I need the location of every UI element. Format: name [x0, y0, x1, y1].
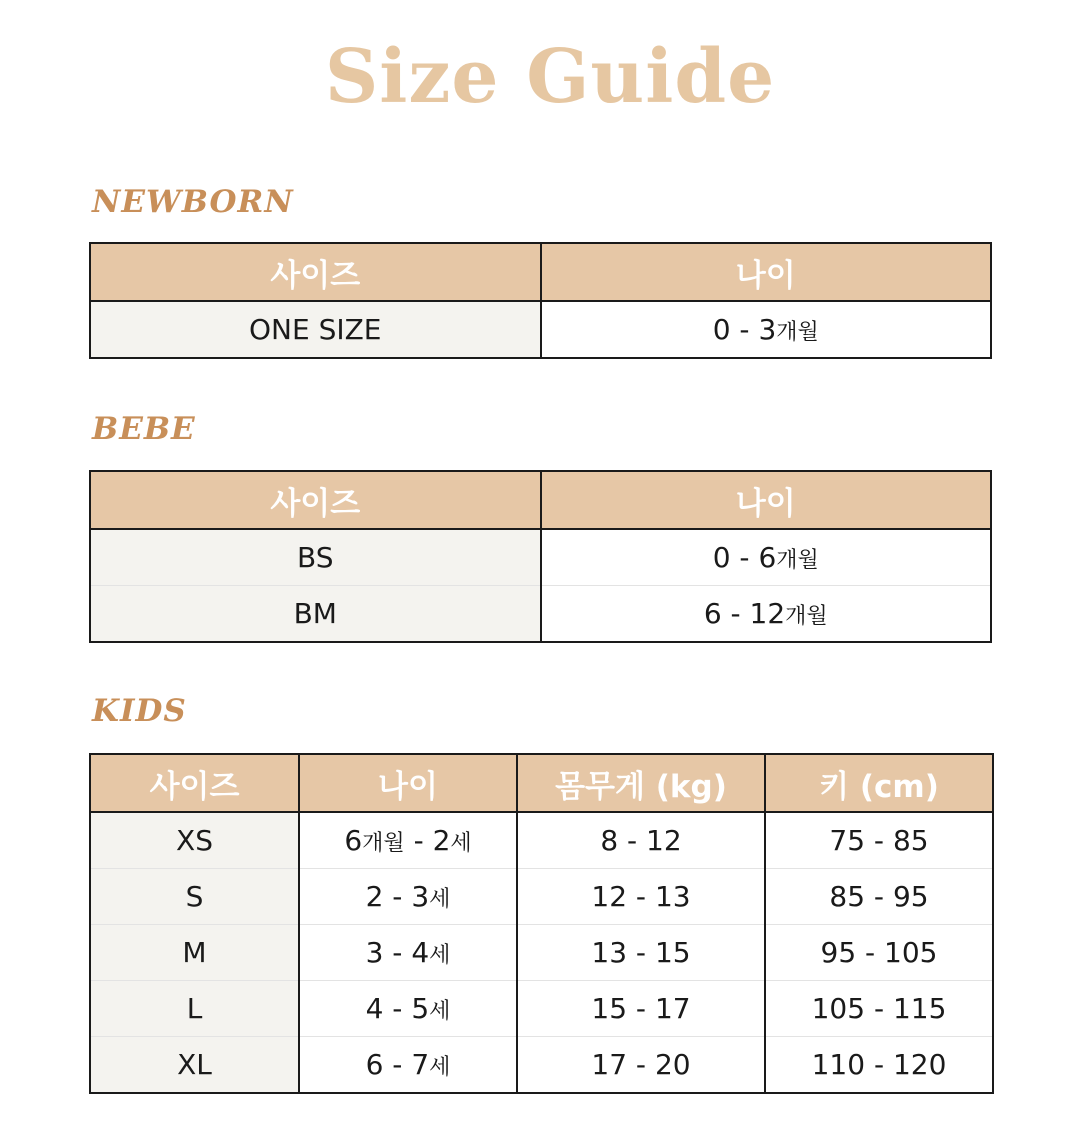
- page-title: Size Guide: [324, 34, 776, 120]
- height-cell: 75 - 85: [765, 812, 993, 869]
- bebe-size-table: [89, 470, 992, 643]
- age-cell: [541, 301, 992, 358]
- size-cell: XS: [90, 812, 299, 869]
- section-label-newborn: NEWBORN: [92, 184, 294, 220]
- size-cell: S: [90, 869, 299, 925]
- weight-cell: 12 - 13: [517, 869, 765, 925]
- weight-cell: 15 - 17: [517, 981, 765, 1037]
- table-row: [90, 529, 991, 586]
- height-cell: 110 - 120: [765, 1037, 993, 1094]
- column-header-size: 사이즈: [90, 754, 299, 812]
- age-value-start: 6: [344, 824, 363, 857]
- size-cell: XL: [90, 1037, 299, 1094]
- table-row: [90, 981, 993, 1037]
- height-cell: 95 - 105: [765, 925, 993, 981]
- age-unit: 세: [429, 943, 451, 968]
- size-cell: ONE SIZE: [90, 301, 541, 358]
- age-unit-start: 개월: [362, 831, 405, 856]
- section-label-kids: KIDS: [92, 693, 187, 729]
- age-cell: [299, 869, 517, 925]
- section-label-bebe: BEBE: [92, 411, 196, 447]
- column-header-size: 사이즈: [90, 243, 541, 301]
- column-header-age: 나이: [541, 471, 992, 529]
- size-cell: BS: [90, 529, 541, 586]
- table-row: [90, 586, 991, 643]
- table-row: [90, 812, 993, 869]
- table-row: [90, 301, 991, 358]
- table-header-row: [90, 754, 993, 812]
- age-unit: 세: [429, 999, 451, 1024]
- age-unit: 개월: [776, 320, 819, 345]
- column-header-age: 나이: [299, 754, 517, 812]
- table-header-row: [90, 471, 991, 529]
- newborn-size-table: [89, 242, 992, 359]
- age-cell: [299, 1037, 517, 1094]
- age-unit: 개월: [776, 548, 819, 573]
- age-value: 6 - 7: [365, 1048, 430, 1081]
- size-cell: L: [90, 981, 299, 1037]
- size-cell: BM: [90, 586, 541, 643]
- age-value: 0 - 6: [712, 541, 777, 574]
- table-header-row: [90, 243, 991, 301]
- age-cell: [299, 981, 517, 1037]
- age-value: - 2: [404, 824, 451, 857]
- age-cell: [299, 925, 517, 981]
- weight-cell: 13 - 15: [517, 925, 765, 981]
- height-cell: 85 - 95: [765, 869, 993, 925]
- table-row: [90, 925, 993, 981]
- column-header-size: 사이즈: [90, 471, 541, 529]
- age-cell: [541, 586, 992, 643]
- table-row: [90, 869, 993, 925]
- age-value: 2 - 3: [365, 880, 430, 913]
- height-cell: 105 - 115: [765, 981, 993, 1037]
- kids-size-table: [89, 753, 994, 1094]
- age-unit: 세: [429, 1055, 451, 1080]
- age-unit: 세: [429, 887, 451, 912]
- weight-cell: 8 - 12: [517, 812, 765, 869]
- age-unit: 세: [450, 831, 472, 856]
- age-unit: 개월: [785, 604, 828, 629]
- weight-cell: 17 - 20: [517, 1037, 765, 1094]
- age-value: 4 - 5: [365, 992, 430, 1025]
- column-header-age: 나이: [541, 243, 992, 301]
- age-value: 0 - 3: [712, 313, 777, 346]
- column-header-height: 키 (cm): [765, 754, 993, 812]
- age-cell: [299, 812, 517, 869]
- size-cell: M: [90, 925, 299, 981]
- age-value: 6 - 12: [703, 597, 786, 630]
- table-row: [90, 1037, 993, 1094]
- age-value: 3 - 4: [365, 936, 430, 969]
- column-header-weight: 몸무게 (kg): [517, 754, 765, 812]
- age-cell: [541, 529, 992, 586]
